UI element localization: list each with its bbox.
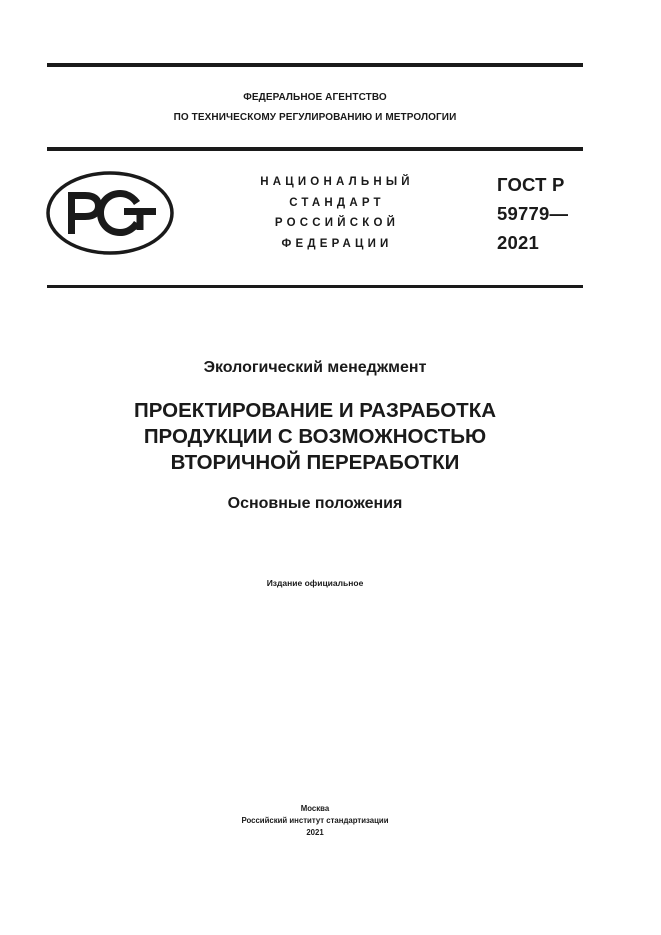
title-line-3: ВТОРИЧНОЙ ПЕРЕРАБОТКИ: [170, 451, 460, 474]
subject-heading: Экологический менеджмент: [203, 359, 427, 376]
designation-line-3: 2021: [497, 232, 539, 253]
designation-line-2: 59779—: [497, 203, 569, 224]
section-rule: [47, 285, 583, 288]
title-line-2: ПРОДУКЦИИ С ВОЗМОЖНОСТЬЮ: [143, 425, 487, 448]
imprint: [47, 803, 583, 839]
designation-line-1: ГОСТ Р: [497, 174, 565, 195]
national-standard-line-3: РОССИЙСКОЙ: [274, 217, 400, 229]
title-line-1: ПРОЕКТИРОВАНИЕ И РАЗРАБОТКА: [133, 399, 497, 422]
national-standard-line-2: СТАНДАРТ: [289, 196, 385, 209]
edition-note: Издание официальное: [266, 578, 364, 588]
document-subtitle: Основные положения: [227, 495, 403, 512]
agency-line-1: ФЕДЕРАЛЬНОЕ АГЕНТСТВО: [243, 92, 387, 103]
standard-designation: [497, 170, 568, 257]
national-standard-line-4: ФЕДЕРАЦИИ: [281, 237, 393, 250]
national-standard-label: [232, 172, 442, 254]
national-standard-line-1: НАЦИОНАЛЬНЫЙ: [260, 176, 414, 188]
header-rule: [47, 147, 583, 151]
document-title: [47, 398, 583, 476]
imprint-year: 2021: [306, 828, 324, 837]
imprint-city: Москва: [300, 804, 330, 813]
top-rule: [47, 63, 583, 67]
imprint-publisher: Российский институт стандартизации: [241, 816, 389, 825]
rst-logo-icon: [44, 170, 176, 256]
agency-line-2: ПО ТЕХНИЧЕСКОМУ РЕГУЛИРОВАНИЮ И МЕТРОЛОГИИ: [173, 112, 457, 123]
